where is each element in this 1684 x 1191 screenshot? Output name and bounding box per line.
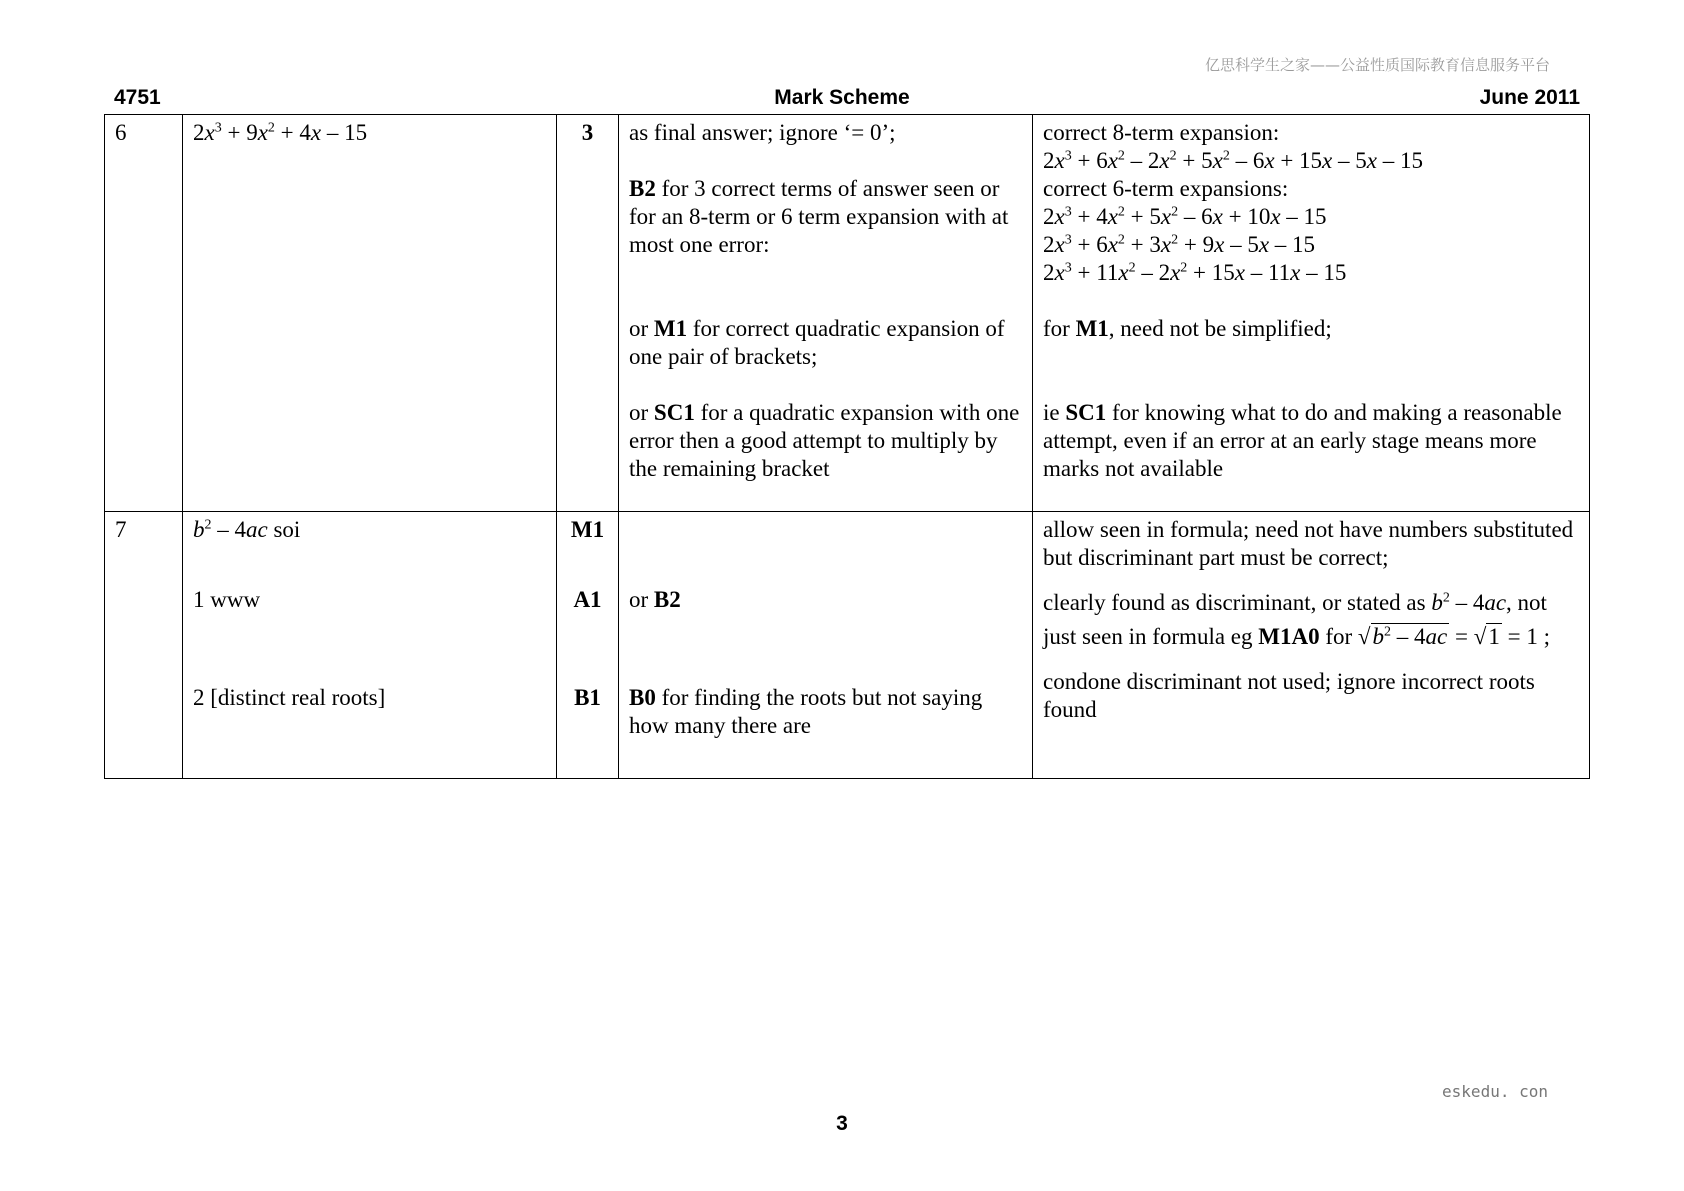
page-number: 3 (836, 1112, 848, 1135)
guidance-text: B0 for finding the roots but not saying how many there are (629, 685, 983, 738)
note-text: ie SC1 for knowing what to do and making a reasonable attempt, even if an error at an early stage means more marks not available (1043, 400, 1562, 481)
guidance-text: B2 for 3 correct terms of answer seen or for an 8-term or 6 term expansion with at most one error: (629, 176, 1009, 257)
answer-cell (183, 512, 557, 779)
answer-value: 1 www (193, 587, 261, 612)
answer-cell (183, 115, 557, 512)
table-row (105, 512, 1590, 779)
guidance-text: or SC1 for a quadratic expansion with one error then a good attempt to multiply by the remaining bracket (629, 400, 1020, 481)
header-code: 4751 (114, 86, 161, 109)
guidance-text: or M1 for correct quadratic expansion of one pair of brackets; (629, 316, 1005, 369)
guidance-text: or B2 (629, 587, 681, 612)
note-text: clearly found as discriminant, or stated as $b^2 - 4ac$, not just seen in formula eg M1A0 for $√b^2 - 4ac = √1 = 1$ ; (1043, 590, 1550, 649)
question-number: 7 (105, 512, 183, 779)
note-text: for M1, need not be simplified; (1043, 316, 1332, 341)
expansion-8-term: $2x^3 + 6x^2 - 2x^2 + 5x^2 - 6x + 15x - 5x - 15$ (1043, 148, 1423, 173)
mark-scheme-table (104, 114, 1590, 779)
footer-site: eskedu. con (1442, 1082, 1548, 1101)
guidance-cell (619, 115, 1033, 512)
answer-discriminant: $b^2 - 4ac$ soi (193, 517, 301, 542)
note-text: allow seen in formula; need not have numbers substituted but discriminant part must be correct; (1043, 517, 1574, 570)
notes-cell (1033, 115, 1590, 512)
expansion-6-term: $2x^3 + 4x^2 + 5x^2 - 6x + 10x - 15$ (1043, 204, 1327, 229)
marks-cell: M1 A1 B1 (557, 512, 619, 779)
notes-cell (1033, 512, 1590, 779)
question-number: 6 (105, 115, 183, 512)
table-row (105, 115, 1590, 512)
note-text: condone discriminant not used; ignore incorrect roots found (1043, 669, 1535, 722)
expansion-6-term: $2x^3 + 11x^2 - 2x^2 + 15x - 11x - 15$ (1043, 260, 1347, 285)
guidance-cell (619, 512, 1033, 779)
header-date: June 2011 (1479, 86, 1580, 109)
marks-cell: 3 (557, 115, 619, 512)
note-text: correct 6-term expansions: (1043, 176, 1289, 201)
answer-expression: $2x^3 + 9x^2 + 4x - 15$ (193, 120, 368, 145)
note-text: correct 8-term expansion: (1043, 120, 1280, 145)
answer-roots: 2 [distinct real roots] (193, 685, 386, 710)
header-title: Mark Scheme (774, 86, 910, 109)
watermark-text: 亿思科学生之家——公益性质国际教育信息服务平台 (1204, 56, 1550, 74)
guidance-text: as final answer; ignore ‘= 0’; (629, 120, 896, 145)
expansion-6-term: $2x^3 + 6x^2 + 3x^2 + 9x - 5x - 15$ (1043, 232, 1316, 257)
